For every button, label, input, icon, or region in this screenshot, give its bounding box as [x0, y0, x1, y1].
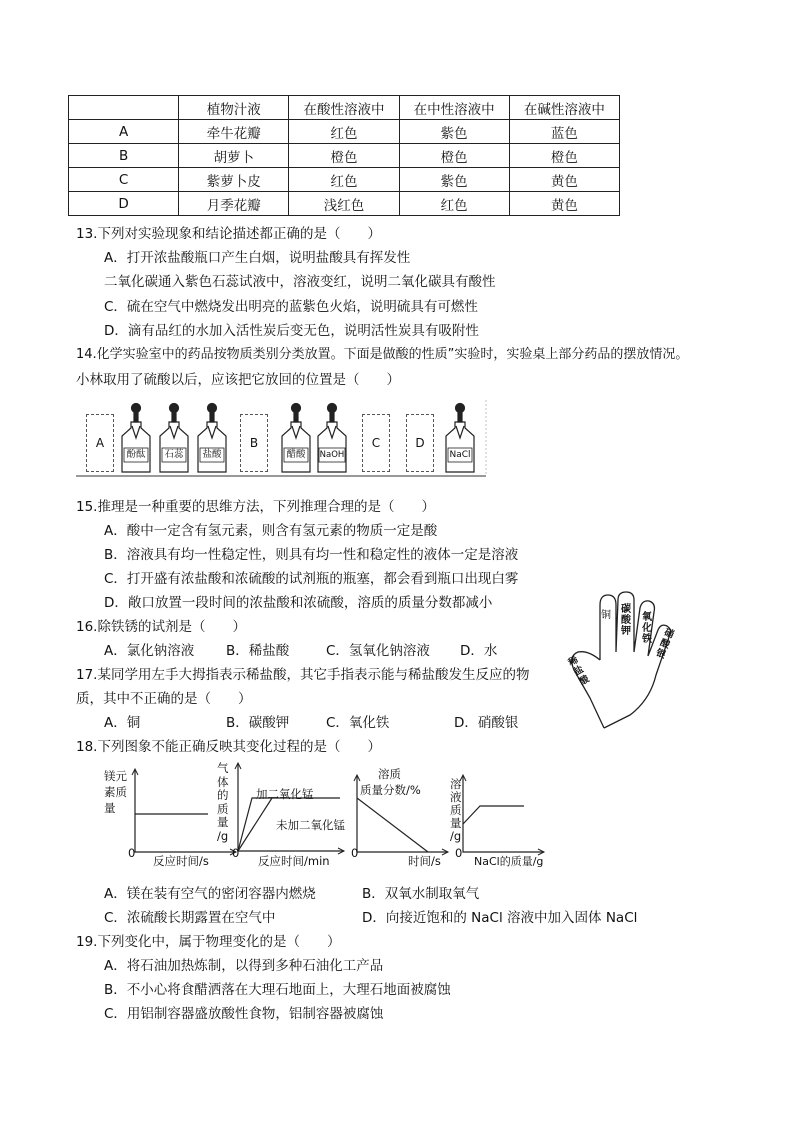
bottle-label-litmus: 石蕊	[164, 449, 184, 460]
finger-label-k2co3: 碳酸钾	[621, 604, 631, 637]
question-19-stem: 19.下列变化中，属于物理变化的是（ ）	[76, 934, 341, 950]
table-row	[69, 192, 620, 216]
graph2-line-label-2: 未加二氧化锰	[276, 818, 345, 832]
table-cell: 橙色	[289, 144, 399, 168]
q13-option-a: A．打开浓盐酸瓶口产生白烟，说明盐酸具有挥发性	[104, 250, 411, 266]
table-cell: 红色	[289, 168, 399, 192]
q15-option-d: D．敞口放置一段时间的浓盐酸和浓硫酸，溶质的质量分数都减小	[104, 595, 493, 611]
graph2-ylabel-line: 量	[217, 815, 229, 829]
q15-option-a: A．酸中一定含有氢元素，则含有氢元素的物质一定是酸	[104, 523, 438, 539]
bottle-label-phenolphthalein: 酚酞	[126, 449, 146, 460]
q13-option-c: C．硫在空气中燃烧发出明亮的蓝紫色火焰，说明硫具有可燃性	[104, 299, 478, 315]
graph1-ylabel-line: 镁元	[104, 769, 127, 783]
graph2-ylabel-line: /g	[217, 828, 229, 843]
graph4-xlabel: NaCl的质量/g	[474, 855, 544, 868]
table-header-row	[69, 96, 620, 120]
table-cell: 紫萝卜皮	[179, 168, 289, 192]
q18-option-d: D．向接近饱和的 NaCl 溶液中加入固体 NaCl	[362, 910, 638, 926]
graph4-ylabel-line: /g	[450, 829, 462, 843]
q19-option-b: B．不小心将食醋洒落在大理石地面上，大理石地面被腐蚀	[104, 982, 451, 998]
q18-option-c: C．浓硫酸长期露置在空气中	[104, 910, 276, 926]
question-14-stem: 14.化学实验室中的药品按物质类别分类放置。下面是做酸的性质”实验时，实验桌上部分药品的摆放情况。	[76, 347, 689, 362]
question-17-stem-2: 质，其中不正确的是（ ）	[76, 691, 252, 707]
q15-option-b: B．溶液具有均一性稳定性，则具有均一性和稳定性的液体一定是溶液	[104, 547, 519, 563]
question-13-stem: 13.下列对实验现象和结论描述都正确的是（ ）	[76, 226, 381, 242]
table-cell: 橙色	[399, 144, 509, 168]
graph1-ylabel-line: 量	[104, 801, 116, 815]
graph1-xlabel: 反应时间/s	[153, 854, 209, 868]
graph3-ylabel-2: 质量分数/%	[360, 783, 421, 797]
table-row	[69, 120, 620, 144]
table-cell: 黄色	[509, 168, 619, 192]
graph4-ylabel-line: 质	[450, 803, 462, 817]
table-cell	[69, 96, 179, 120]
question-16-stem: 16.除铁锈的试剂是（ ）	[76, 619, 246, 635]
table-cell: 蓝色	[509, 120, 619, 144]
graph4-ylabel-line: 溶	[450, 777, 462, 791]
q17-option-b: B．碳酸钾	[226, 715, 290, 731]
table-cell: 黄色	[509, 192, 619, 216]
graph2-axes	[232, 762, 347, 857]
bottle-label-naoh: NaOH	[319, 450, 345, 460]
q16-option-a: A．氯化钠溶液	[104, 643, 195, 659]
bottle-label-nacl: NaCl	[449, 450, 471, 460]
graph2-xlabel: 反应时间/min	[258, 854, 330, 868]
q18-option-a: A．镁在装有空气的密闭容器内燃烧	[104, 886, 316, 902]
q17-option-a: A．铜	[104, 715, 141, 731]
graph4-axes	[458, 774, 548, 858]
graph3-origin: 0	[351, 846, 359, 860]
shelf-slot-d: D	[406, 414, 434, 472]
table-cell: 在中性溶液中	[399, 96, 509, 120]
q17-option-d: D．硝酸银	[454, 715, 519, 731]
graph3-ylabel-1: 溶质	[378, 767, 401, 781]
graph3-xlabel: 时间/s	[408, 854, 441, 868]
table-cell: A	[69, 120, 179, 144]
table-cell: C	[69, 168, 179, 192]
finger-label-hcl: 稀盐酸	[566, 654, 592, 688]
graph3-axes	[352, 774, 452, 858]
shelf-slot-a: A	[86, 414, 114, 472]
table-cell: 红色	[399, 192, 509, 216]
shelf-slot-c: C	[362, 414, 390, 472]
q15-option-c: C．打开盛有浓盐酸和浓硫酸的试剂瓶的瓶塞，都会看到瓶口出现白雾	[104, 571, 519, 587]
q18-option-b: B．双氧水制取氧气	[362, 886, 480, 902]
graph2-ylabel-line: 体	[217, 774, 229, 789]
indicator-table	[68, 95, 620, 216]
graph2-origin: 0	[232, 846, 240, 860]
graph1-ylabel-line: 素质	[104, 785, 127, 799]
question-15-stem: 15.推理是一种重要的思维方法，下列推理合理的是（ ）	[76, 499, 435, 515]
graph4-ylabel-line: 液	[450, 790, 462, 804]
table-cell: 月季花瓣	[179, 192, 289, 216]
q19-option-c: C．用铝制容器盛放酸性食物，铝制容器被腐蚀	[104, 1006, 384, 1022]
q19-option-a: A．将石油加热炼制，以得到多种石油化工产品	[104, 958, 384, 974]
graph2-ylabel-line: 质	[217, 801, 229, 816]
shelf-slot-b: B	[240, 414, 268, 472]
bottle-label-hcl: 盐酸	[202, 449, 222, 460]
finger-label-agno3: 硝酸银	[654, 626, 676, 662]
q16-option-b: B．稀盐酸	[226, 643, 290, 659]
finger-label-fe2o3: 氧化铁	[642, 612, 652, 645]
q13-option-d: D．滴有品红的水加入活性炭后变无色，说明活性炭具有吸附性	[104, 323, 479, 339]
q17-option-c: C．氧化铁	[326, 715, 390, 731]
table-cell: 在碱性溶液中	[509, 96, 619, 120]
table-cell: 牵牛花瓣	[179, 120, 289, 144]
table-cell: 在酸性溶液中	[289, 96, 399, 120]
q16-option-c: C．氢氧化钠溶液	[326, 643, 430, 659]
graph4-origin: 0	[455, 846, 463, 860]
graph4-ylabel-line: 量	[450, 816, 462, 830]
graph2-line-label-1: 加二氧化锰	[256, 787, 314, 801]
graph2-ylabel	[217, 762, 229, 843]
table-row	[69, 144, 620, 168]
table-cell: 紫色	[399, 120, 509, 144]
table-cell: 紫色	[399, 168, 509, 192]
table-cell: 浅红色	[289, 192, 399, 216]
table-cell: B	[69, 144, 179, 168]
table-cell: D	[69, 192, 179, 216]
table-row	[69, 168, 620, 192]
question-17-stem: 17.某同学用左手大拇指表示稀盐酸，其它手指表示能与稀盐酸发生反应的物	[76, 667, 530, 683]
reagent-bottles-icon	[76, 398, 488, 480]
finger-label-copper: 铜	[601, 610, 611, 621]
question-18-stem: 18.下列图象不能正确反映其变化过程的是（ ）	[76, 739, 381, 755]
reagent-shelf-figure	[76, 398, 488, 480]
graph1-origin: 0	[128, 846, 136, 860]
table-cell: 橙色	[509, 144, 619, 168]
graph2-ylabel-line: 气	[217, 761, 229, 775]
graph1-ylabel	[104, 768, 127, 816]
question-14-stem-2: 小林取用了硫酸以后，应该把它放回的位置是（ ）	[76, 372, 400, 388]
table-cell: 胡萝卜	[179, 144, 289, 168]
q16-option-d: D．水	[460, 643, 498, 659]
bottle-label-acetic: 醋酸	[286, 449, 306, 460]
q13-option-b: 二氧化碳通入紫色石蕊试液中，溶液变红，说明二氧化碳具有酸性	[104, 274, 496, 290]
graph2-ylabel-line: 的	[217, 788, 229, 802]
table-cell: 红色	[289, 120, 399, 144]
table-cell: 植物汁液	[179, 96, 289, 120]
